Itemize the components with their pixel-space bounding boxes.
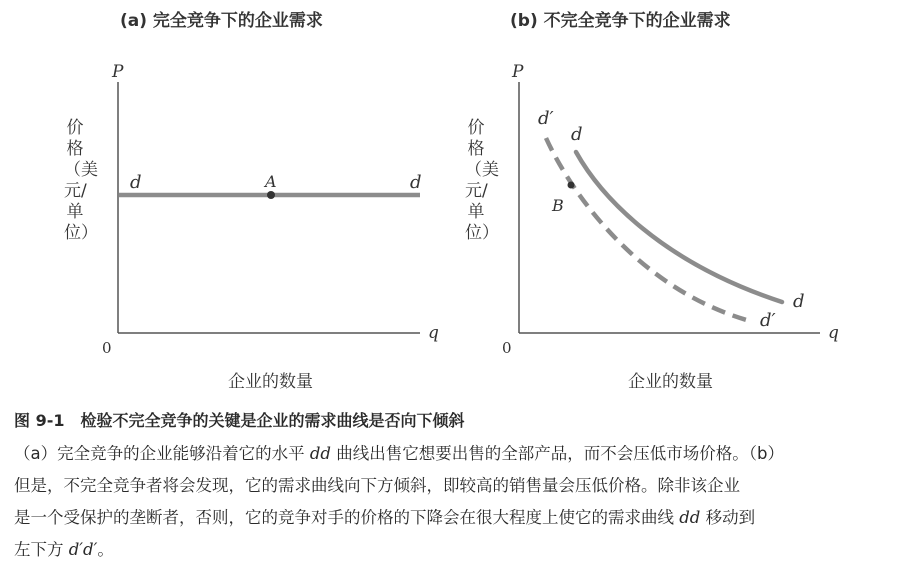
figure-caption-body	[14, 438, 894, 566]
panel-b-x-axis-label: 企业的数量	[628, 372, 713, 392]
panel-a-title: (a) 完全竞争下的企业需求	[120, 11, 323, 31]
panel-b-p-label: P	[512, 62, 524, 82]
figure-caption-title: 图 9-1 检验不完全竞争的关键是企业的需求曲线是否向下倾斜	[14, 411, 465, 430]
caption-line-3-dd: dd	[679, 508, 701, 527]
panel-b-d-label-bottom: d	[793, 291, 805, 312]
panel-b-point-label: B	[552, 196, 564, 215]
panel-b-y-axis-label: 价格（美元/单位）	[465, 118, 499, 243]
caption-line-3-post: 移动到	[700, 508, 756, 527]
panel-b-dprime-label-bottom: d′	[760, 310, 776, 331]
panel-a-point-label: A	[265, 172, 277, 191]
caption-line-4-pre: 左下方	[14, 540, 69, 559]
caption-line-4	[14, 534, 894, 566]
caption-line-3-pre: 是一个受保护的垄断者，否则，它的竞争对手的价格的下降会在很大程度上使它的需求曲线	[14, 508, 680, 527]
caption-line-4-post: 。	[97, 540, 114, 559]
panel-a-q-label: q	[428, 323, 439, 343]
panel-a-curve-label-left: d	[130, 172, 142, 193]
panel-a-x-axis-label: 企业的数量	[228, 372, 313, 392]
panel-b-point-b	[568, 182, 575, 189]
caption-line-1	[14, 438, 894, 470]
caption-line-3	[14, 502, 894, 534]
panel-a-y-axis-label: 价格（美元/单位）	[64, 118, 98, 243]
panel-b-d-label-top: d	[571, 124, 583, 145]
panel-b-q-label: q	[828, 323, 839, 343]
panel-b-demand-curve-d	[576, 152, 782, 302]
panel-b-origin: 0	[502, 339, 512, 357]
caption-line-2: 但是，不完全竞争者将会发现，它的需求曲线向下方倾斜，即较高的销售量会压低价格。除非该企业	[14, 476, 740, 495]
caption-line-1-dd: dd	[309, 444, 331, 463]
panel-a-p-label: P	[112, 62, 124, 82]
caption-line-1-post: 曲线出售它想要出售的全部产品，而不会压低市场价格。（b）	[330, 444, 784, 463]
panel-a-origin: 0	[102, 339, 112, 357]
panel-b-dprime-label-top: d′	[538, 108, 554, 129]
panel-b-title: (b) 不完全竞争下的企业需求	[510, 11, 731, 31]
caption-line-4-dd: d′d′	[68, 540, 98, 559]
panel-a-point-a	[267, 191, 275, 199]
panel-b-demand-curve-dprime	[546, 138, 750, 321]
panel-a-curve-label-right: d	[410, 172, 422, 193]
caption-line-1-pre: （a）完全竞争的企业能够沿着它的水平	[14, 444, 310, 463]
